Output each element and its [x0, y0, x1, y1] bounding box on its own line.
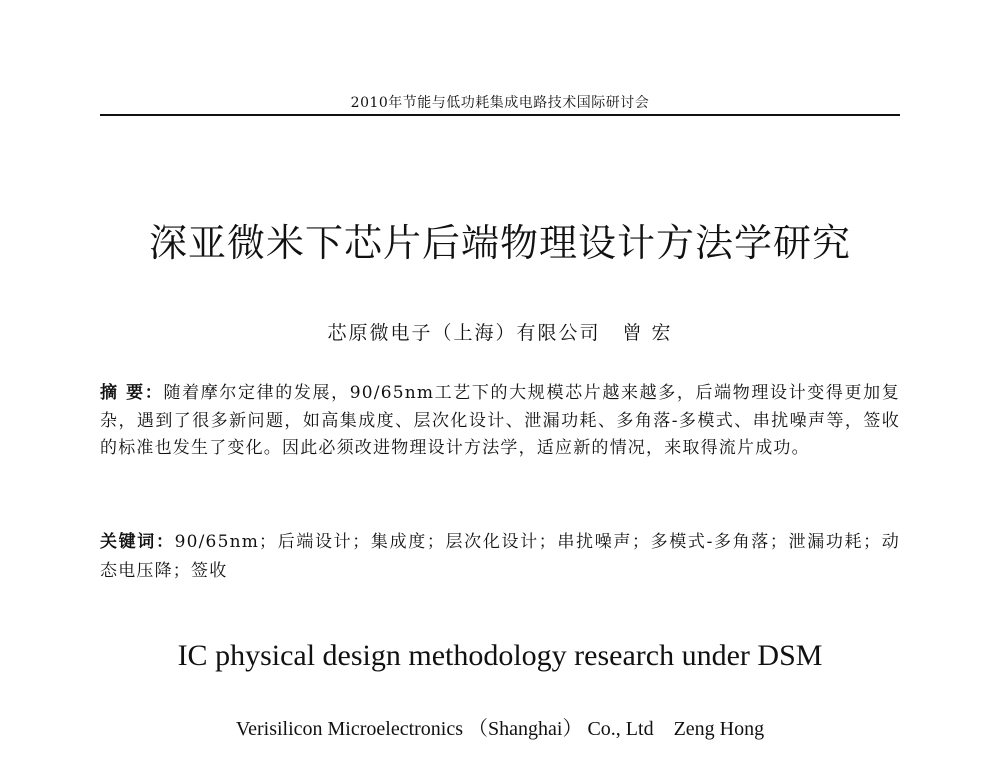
keywords-text: 90/65nm；后端设计；集成度；层次化设计；串扰噪声；多模式-多角落；泄漏功耗；动态电压降；签收 [100, 532, 900, 581]
paper-title-chinese: 深亚微米下芯片后端物理设计方法学研究 [148, 221, 851, 265]
affiliation-english: Verisilicon Microelectronics （Shanghai） Co., Ltd [235, 718, 654, 740]
author-line-chinese [0, 318, 1000, 345]
keywords-label: 关键词： [100, 532, 175, 552]
abstract-paragraph [100, 380, 900, 463]
abstract-text: 随着摩尔定律的发展，90/65nm工艺下的大规模芯片越来越多，后端物理设计变得更加复杂，遇到了很多新问题，如高集成度、层次化设计、泄漏功耗、多角落-多模式、串扰噪声等，签收的标准也发生了变化。因此必须改进物理设计方法学，适应新的情况，来取得流片成功。 [100, 383, 900, 458]
running-header: 2010年节能与低功耗集成电路技术国际研讨会 [350, 95, 650, 111]
header-rule [100, 114, 900, 116]
affiliation-chinese: 芯原微电子（上海）有限公司 [327, 322, 601, 344]
keywords-paragraph [100, 528, 900, 586]
abstract-label: 摘 要： [100, 383, 164, 403]
author-name-chinese: 曾 宏 [622, 322, 673, 344]
paper-title-english: IC physical design methodology research under DSM [177, 639, 823, 672]
author-line-english [0, 712, 1000, 741]
author-name-english: Zeng Hong [673, 718, 765, 740]
